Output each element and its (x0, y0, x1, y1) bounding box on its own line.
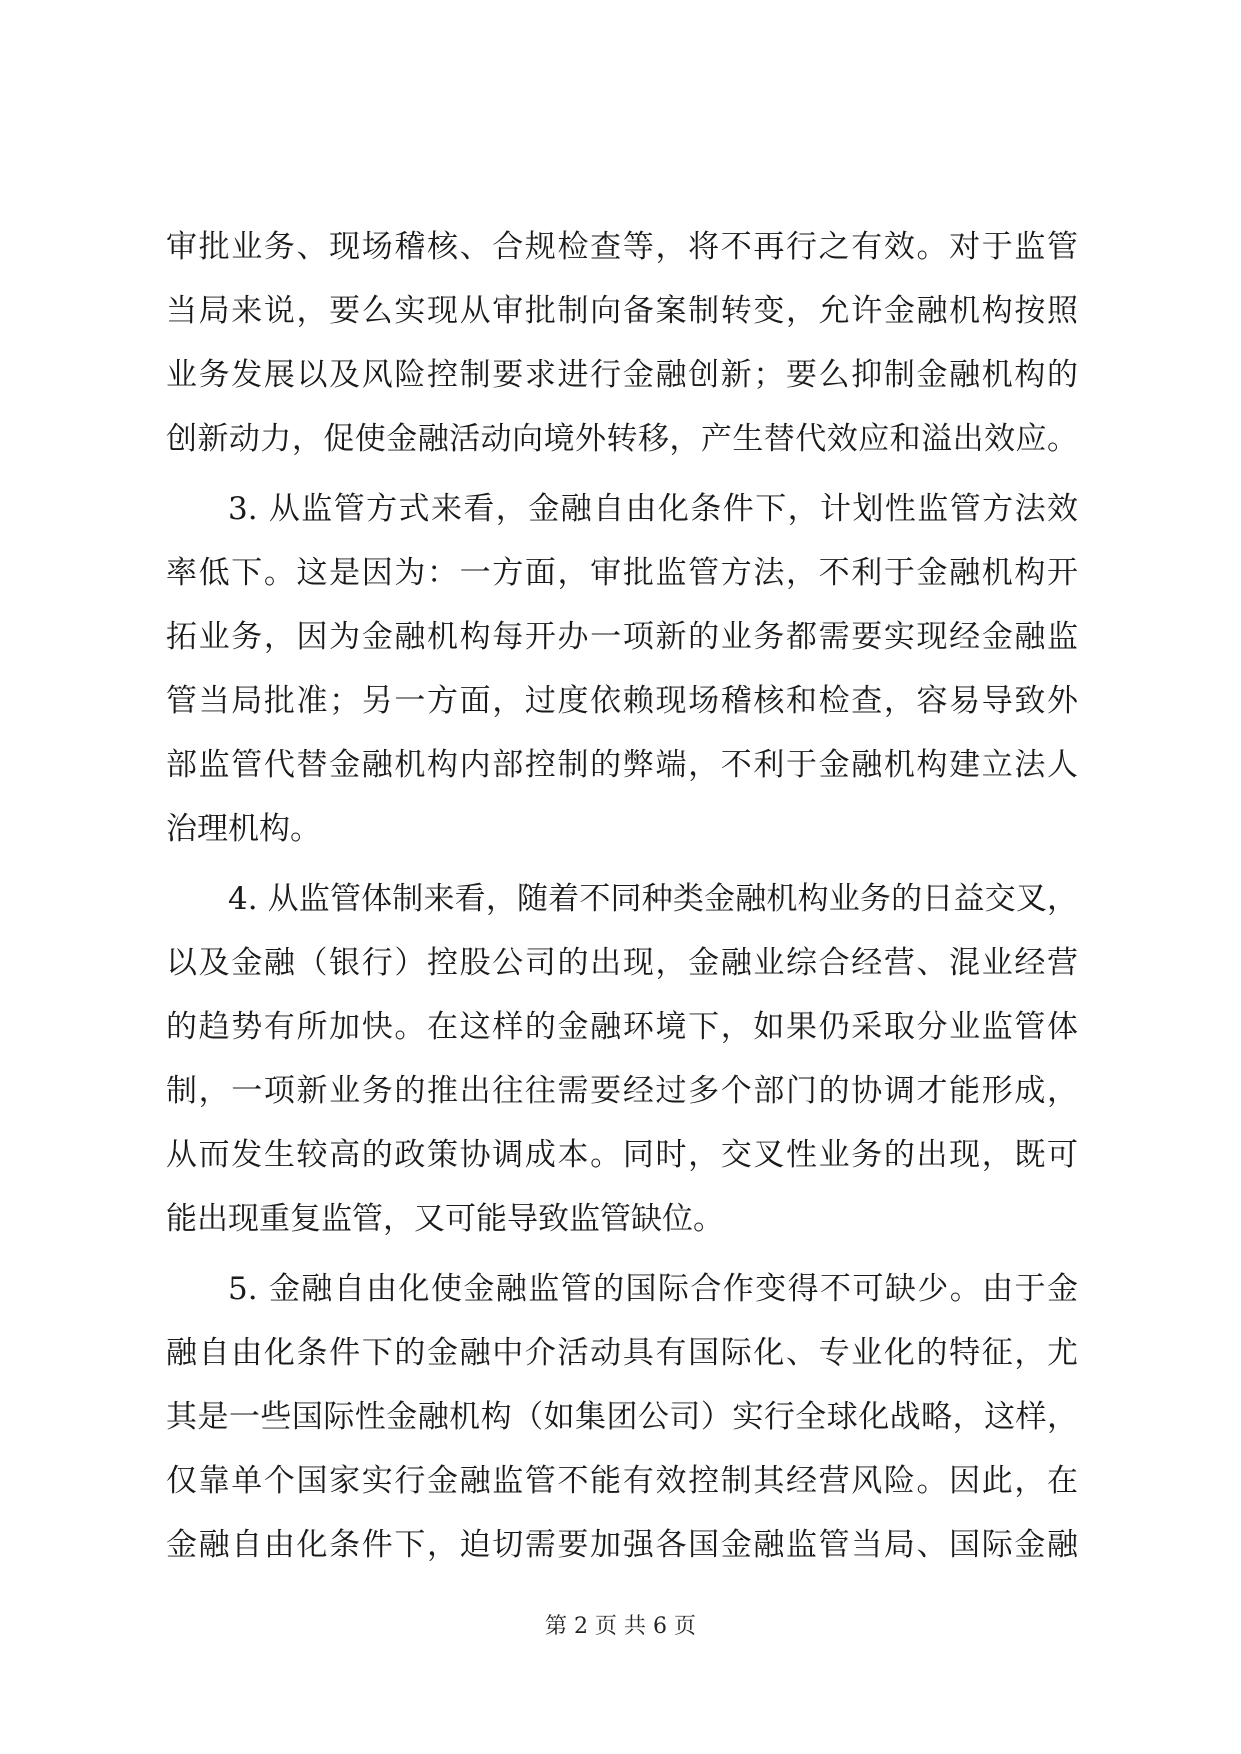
text-line: 审批业务、现场稽核、合规检查等，将不再行之有效。对于监管 (166, 229, 1078, 265)
text-line: 部监管代替金融机构内部控制的弊端，不利于金融机构建立法人 (166, 747, 1078, 783)
paragraph-4-first-line: 4. 从监管体制来看，随着不同种类金融机构业务的日益交叉， (228, 881, 1078, 917)
text-line: 管当局批准；另一方面，过度依赖现场稽核和检查，容易导致外 (166, 683, 1078, 719)
text-line: 金融自由化条件下，迫切需要加强各国金融监管当局、国际金融 (166, 1527, 1078, 1563)
text-line: 能出现重复监管，又可能导致监管缺位。 (166, 1201, 724, 1237)
text-line: 的趋势有所加快。在这样的金融环境下，如果仍采取分业监管体 (166, 1009, 1078, 1045)
text-line: 率低下。这是因为：一方面，审批监管方法，不利于金融机构开 (166, 555, 1078, 591)
text-line: 以及金融（银行）控股公司的出现，金融业综合经营、混业经营 (166, 945, 1078, 981)
text-line: 当局来说，要么实现从审批制向备案制转变，允许金融机构按照 (166, 293, 1078, 329)
text-line: 其是一些国际性金融机构（如集团公司）实行全球化战略，这样， (166, 1399, 1078, 1435)
text-line: 从而发生较高的政策协调成本。同时，交叉性业务的出现，既可 (166, 1137, 1078, 1173)
text-line: 业务发展以及风险控制要求进行金融创新；要么抑制金融机构的 (166, 357, 1078, 393)
page-number-footer: 第 2 页 共 6 页 (545, 1614, 696, 1639)
text-line: 创新动力，促使金融活动向境外转移，产生替代效应和溢出效应。 (166, 421, 1078, 457)
text-line: 融自由化条件下的金融中介活动具有国际化、专业化的特征，尤 (166, 1335, 1078, 1371)
text-line: 制，一项新业务的推出往往需要经过多个部门的协调才能形成， (166, 1073, 1078, 1109)
text-line: 治理机构。 (166, 811, 321, 847)
text-line: 仅靠单个国家实行金融监管不能有效控制其经营风险。因此，在 (166, 1463, 1078, 1499)
paragraph-3-first-line: 3. 从监管方式来看，金融自由化条件下，计划性监管方法效 (228, 491, 1078, 527)
text-line: 拓业务，因为金融机构每开办一项新的业务都需要实现经金融监 (166, 619, 1078, 655)
paragraph-5-first-line: 5. 金融自由化使金融监管的国际合作变得不可缺少。由于金 (228, 1271, 1078, 1307)
